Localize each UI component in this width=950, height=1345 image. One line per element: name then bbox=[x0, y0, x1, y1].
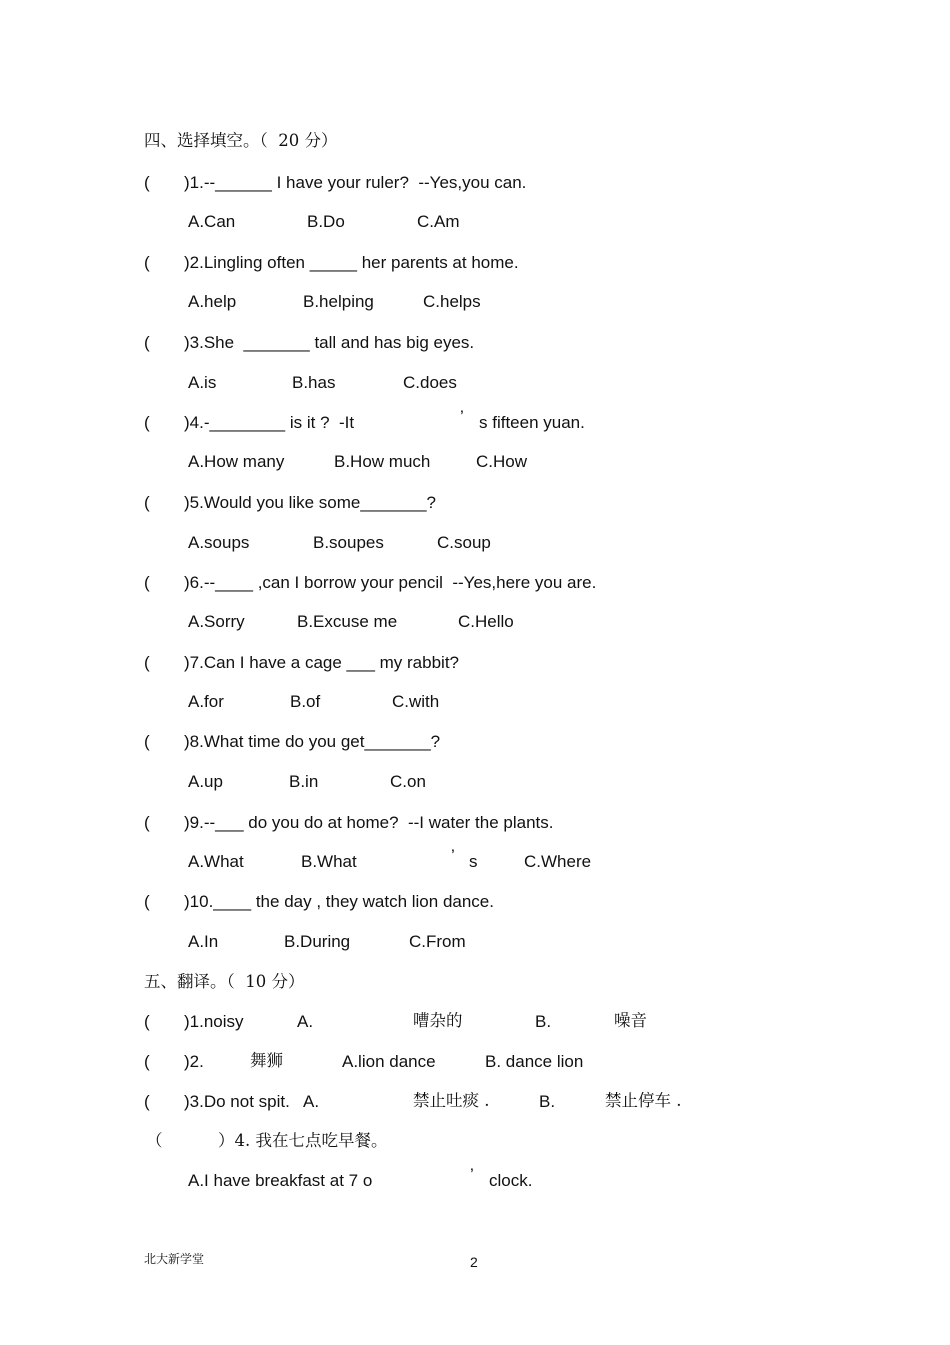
q7-option-c: C.with bbox=[392, 692, 440, 711]
q8-paren: ( bbox=[144, 732, 150, 751]
s5-q1-paren: ( bbox=[144, 1012, 150, 1031]
q8-option-c: C.on bbox=[390, 772, 426, 791]
q5-stem: )5.Would you like some_______? bbox=[184, 493, 437, 512]
q5-paren: ( bbox=[144, 493, 150, 512]
q2-stem: )2.Lingling often _____ her parents at home. bbox=[184, 253, 519, 272]
q4-paren: ( bbox=[144, 413, 150, 432]
s5-q4-apostrophe: ’ bbox=[470, 1165, 474, 1184]
s5-q2-stem: )2. bbox=[184, 1052, 204, 1071]
q6-stem: )6.--____ ,can I borrow your pencil --Yes,here you are. bbox=[184, 573, 597, 592]
q7-option-b: B.of bbox=[290, 692, 321, 711]
q2-option-b: B.helping bbox=[303, 292, 374, 311]
q6-option-a: A.Sorry bbox=[188, 612, 245, 631]
footer-school: 北大新学堂 bbox=[144, 1252, 205, 1266]
section-5-title: 五、翻译。（ 10 分） bbox=[144, 972, 305, 991]
q10-paren: ( bbox=[144, 892, 150, 911]
q2-option-c: C.helps bbox=[423, 292, 481, 311]
q10-option-c: C.From bbox=[409, 932, 466, 951]
q10-stem: )10.____ the day , they watch lion dance. bbox=[184, 892, 494, 911]
s5-q4-stem: ）4. 我在七点吃早餐。 bbox=[218, 1131, 388, 1150]
s5-q2-cn: 舞狮 bbox=[250, 1051, 283, 1070]
q9-option-a: A.What bbox=[188, 852, 244, 871]
q4-apostrophe: ’ bbox=[460, 407, 464, 426]
q6-option-c: C.Hello bbox=[458, 612, 514, 631]
q6-paren: ( bbox=[144, 573, 150, 592]
q2-option-a: A.help bbox=[188, 292, 237, 311]
s5-q1-b: B. bbox=[535, 1012, 552, 1031]
q9-option-b-apostrophe: ’ bbox=[451, 846, 455, 865]
q3-option-a: A.is bbox=[188, 373, 217, 392]
s5-q2-b: B. dance lion bbox=[485, 1052, 584, 1071]
q7-stem: )7.Can I have a cage ___ my rabbit? bbox=[184, 653, 459, 672]
q7-paren: ( bbox=[144, 653, 150, 672]
s5-q3-b: B. bbox=[539, 1092, 556, 1111]
s5-q2-a: A.lion dance bbox=[342, 1052, 436, 1071]
q1-stem: )1.--______ I have your ruler? --Yes,you can. bbox=[184, 173, 527, 192]
q3-option-c: C.does bbox=[403, 373, 457, 392]
q7-option-a: A.for bbox=[188, 692, 224, 711]
q4-option-b: B.How much bbox=[334, 452, 431, 471]
q9-paren: ( bbox=[144, 813, 150, 832]
s5-q1-stem: )1.noisy bbox=[184, 1012, 244, 1031]
q3-paren: ( bbox=[144, 333, 150, 352]
s5-q2-paren: ( bbox=[144, 1052, 150, 1071]
s5-q3-paren: ( bbox=[144, 1092, 150, 1111]
q4-stem-a: )4.-________ is it ? -It bbox=[184, 413, 355, 432]
q5-option-a: A.soups bbox=[188, 533, 250, 552]
s5-q4-answer-a: A.I have breakfast at 7 o bbox=[188, 1171, 373, 1190]
q8-option-a: A.up bbox=[188, 772, 223, 791]
q8-stem: )8.What time do you get_______? bbox=[184, 732, 441, 751]
q8-option-b: B.in bbox=[289, 772, 319, 791]
s5-q4-paren: （ bbox=[146, 1131, 163, 1150]
q1-option-a: A.Can bbox=[188, 212, 236, 231]
q1-paren: ( bbox=[144, 173, 150, 192]
q4-stem-b: s fifteen yuan. bbox=[479, 413, 585, 432]
q10-option-a: A.In bbox=[188, 932, 219, 951]
q10-option-b: B.During bbox=[284, 932, 351, 951]
s5-q3-b-cn: 禁止停车 . bbox=[605, 1091, 682, 1110]
q3-stem: )3.She _______ tall and has big eyes. bbox=[184, 333, 475, 352]
s5-q1-b-cn: 噪音 bbox=[614, 1011, 647, 1030]
section-4-title: 四、选择填空。（ 20 分） bbox=[144, 131, 338, 150]
s5-q3-stem: )3.Do not spit. A. bbox=[184, 1092, 320, 1111]
page-number: 2 bbox=[470, 1254, 478, 1270]
q4-option-a: A.How many bbox=[188, 452, 285, 471]
s5-q1-a-cn: 嘈杂的 bbox=[413, 1011, 463, 1030]
s5-q3-a-cn: 禁止吐痰 . bbox=[413, 1091, 490, 1110]
s5-q4-answer-b: clock. bbox=[489, 1171, 533, 1190]
q9-option-b: B.What bbox=[301, 852, 357, 871]
q3-option-b: B.has bbox=[292, 373, 336, 392]
q5-option-c: C.soup bbox=[437, 533, 491, 552]
q1-option-c: C.Am bbox=[417, 212, 460, 231]
q6-option-b: B.Excuse me bbox=[297, 612, 398, 631]
q1-option-b: B.Do bbox=[307, 212, 345, 231]
q9-option-c: C.Where bbox=[524, 852, 592, 871]
s5-q1-a: A. bbox=[297, 1012, 314, 1031]
q9-option-b-s: s bbox=[469, 852, 478, 871]
q2-paren: ( bbox=[144, 253, 150, 272]
q4-option-c: C.How bbox=[476, 452, 528, 471]
q5-option-b: B.soupes bbox=[313, 533, 384, 552]
q9-stem: )9.--___ do you do at home? --I water the plants. bbox=[184, 813, 554, 832]
